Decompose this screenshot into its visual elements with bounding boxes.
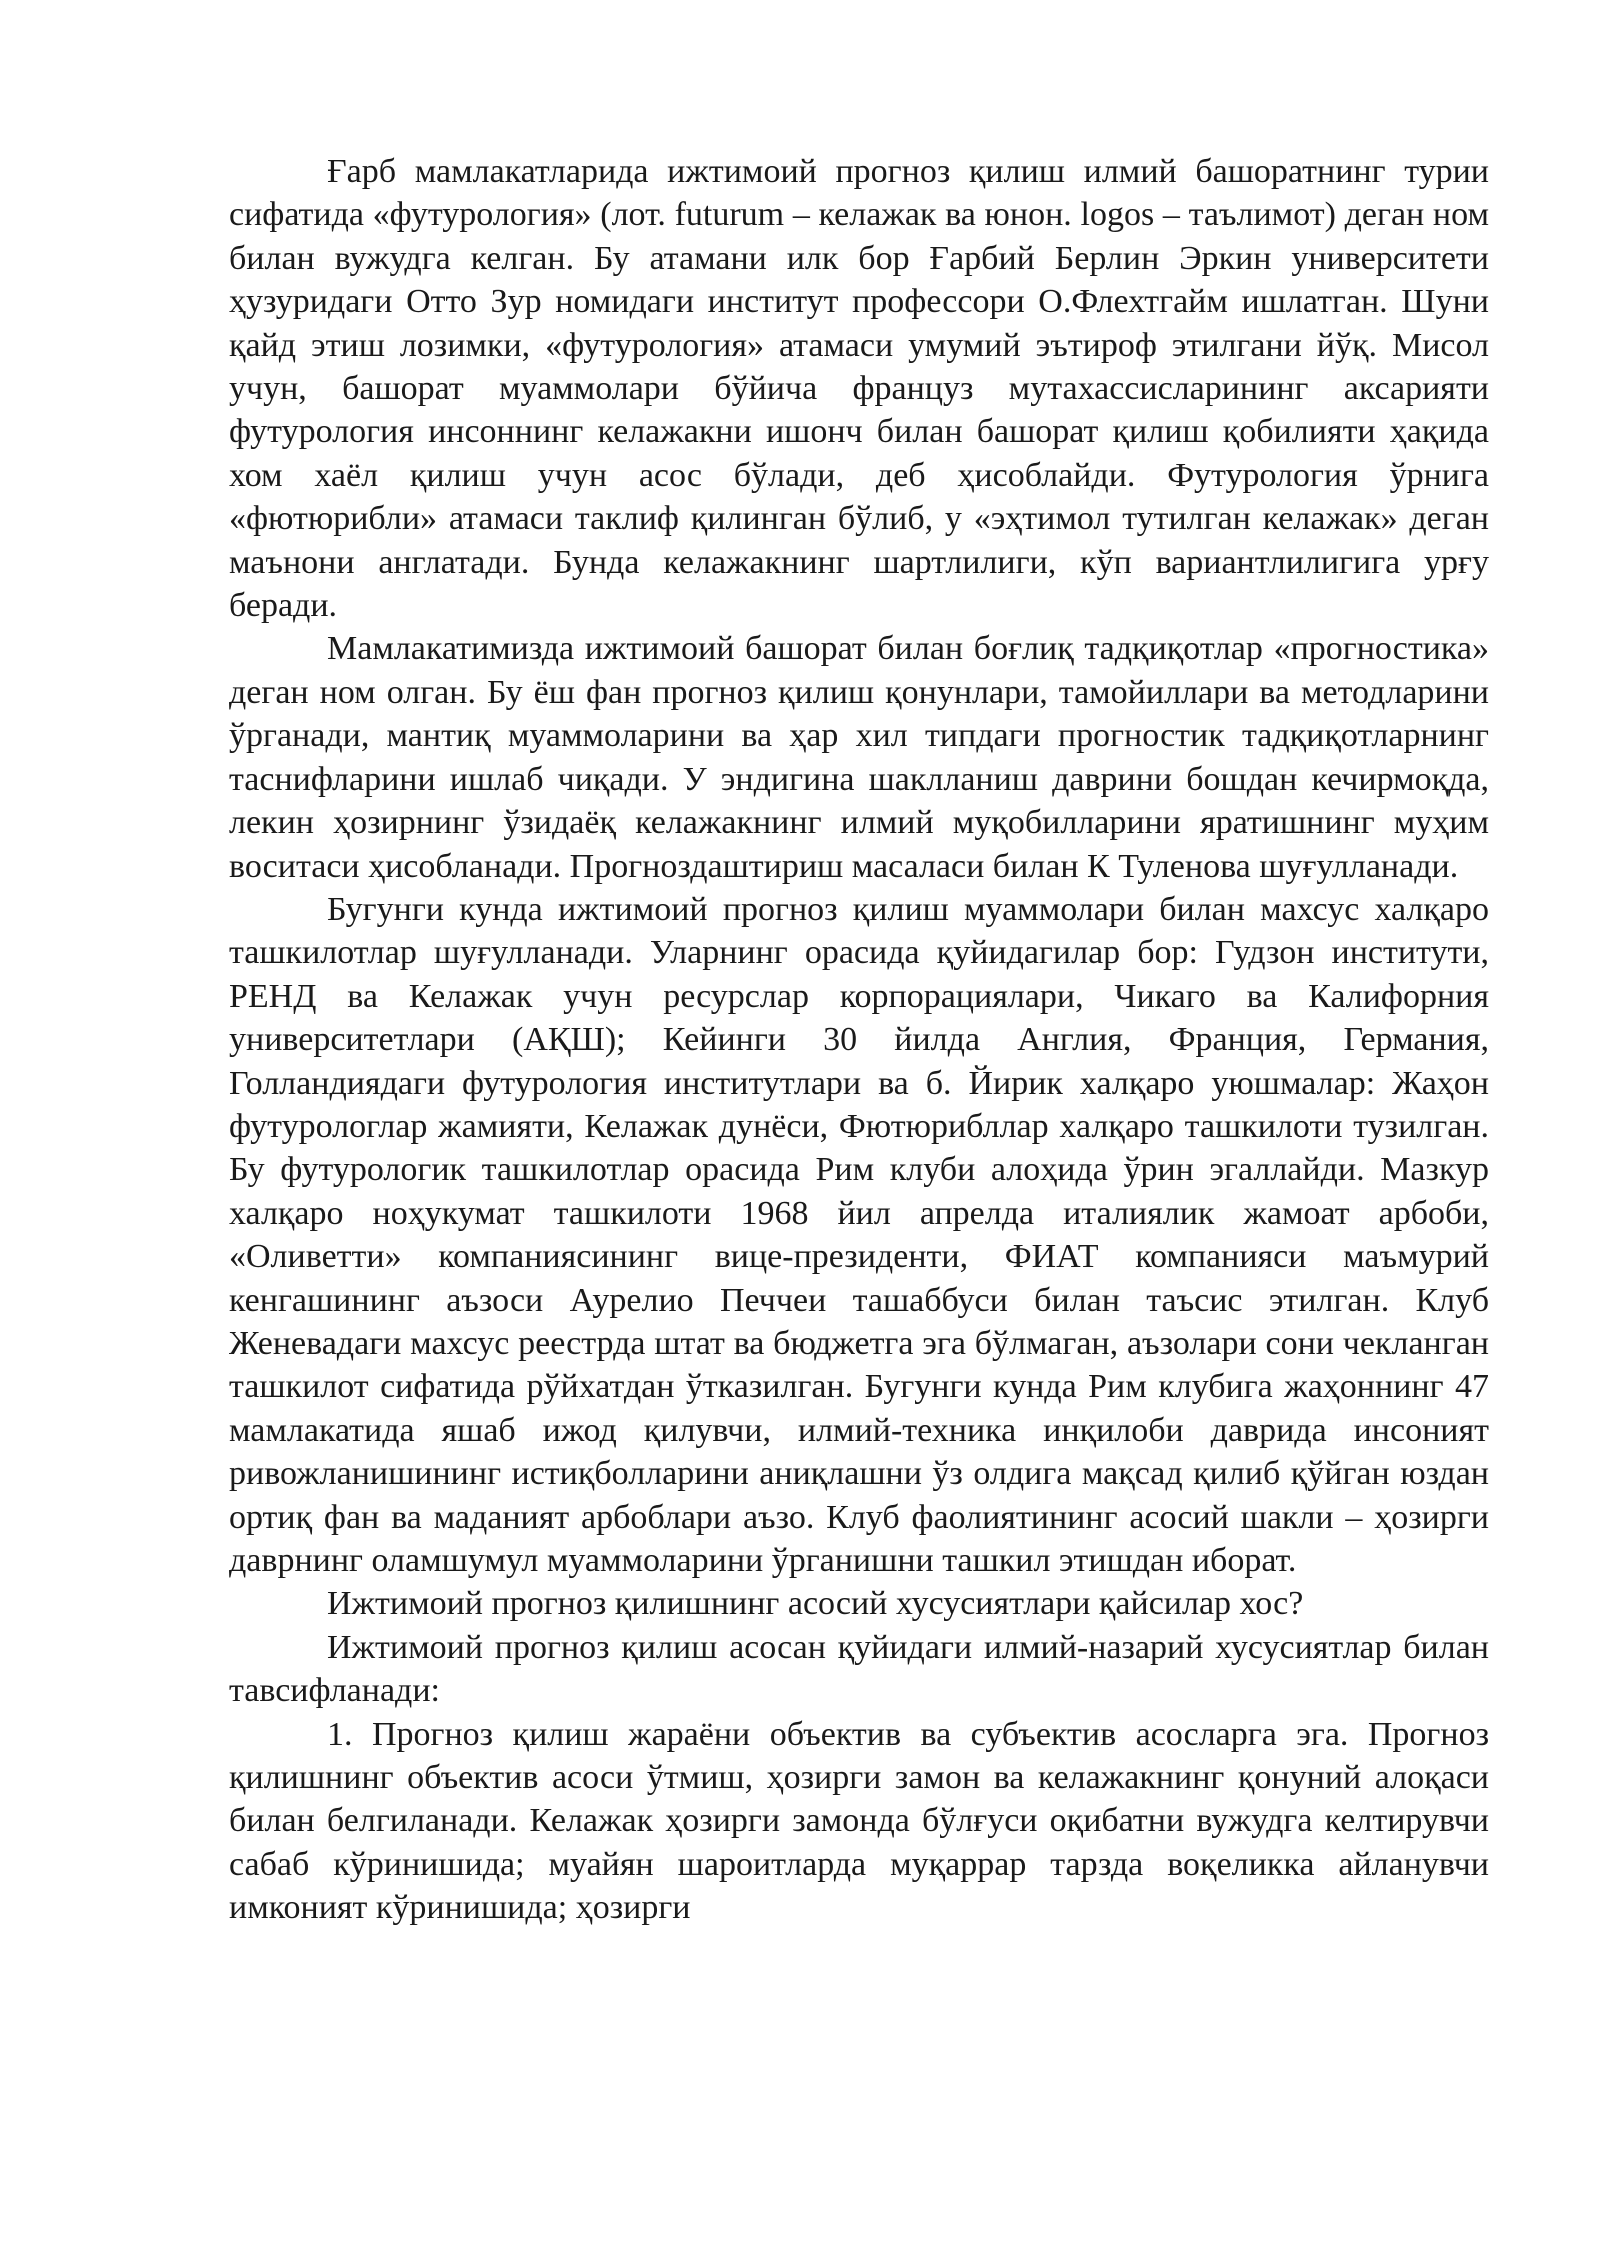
paragraph-prognostics: Мамлакатимизда ижтимоий башорат билан боғлиқ тадқиқотлар «прогностика» деган ном олган. Бу ёш фан прогноз қилиш қонунлари, тамойиллари ва методларини ўрганади, мантиқ муаммоларини ва ҳар хил типдаги прогностик тадқиқотларнинг таснифларини ишлаб чиқади. У эндигина шаклланиш даврини бошдан кечирмоқда, лекин ҳозирнинг ўзидаёқ келажакнинг илмий муқобилларини яратишнинг муҳим воситаси ҳисобланади. Прогноздаштириш масаласи билан К Туленова шуғулланади. [229, 630, 1489, 885]
paragraph-feature-1: 1. Прогноз қилиш жараёни объектив ва субъектив асосларга эга. Прогноз қилишнинг объектив асоси ўтмиш, ҳозирги замон ва келажакнинг қонуний алоқаси билан белгиланади. Келажак ҳозирги замонда бўлғуси оқибатни вужудга келтирувчи сабаб кўринишида; муайян шароитларда муқаррар тарзда воқеликка айланувчи имконият кўринишида; ҳозирги [229, 1715, 1489, 1927]
paragraph-question: Ижтимоий прогноз қилишнинг асосий хусусиятлари қайсилар хос? [327, 1585, 1304, 1623]
paragraph-futurology-origin: Ғарб мамлакатларида ижтимоий прогноз қилиш илмий башоратнинг турии сифатида «футурология» (лот. futurum – келажак ва юнон. logos – таълимот) деган ном билан вужудга келган. Бу атамани илк бор Ғарбий Берлин Эркин университети ҳузуридаги Отто Зур номидаги институт профессори О.Флехтгайм ишлатган. Шуни қайд этиш лозимки, «футурология» атамаси умумий эътироф этилгани йўқ. Мисол учун, башорат муаммолари бўйича француз мутахассисларининг аксарияти футурология инсоннинг келажакни ишонч билан башорат қилиш қобилияти ҳақида хом хаёл қилиш учун асос бўлади, деб ҳисоблайди. Футурология ўрнига «фютюрибли» атамаси таклиф қилинган бўлиб, у «эҳтимол тутилган келажак» деган маънони англатади. Бунда келажакнинг шартлилиги, кўп вариантлилигига урғу беради. [229, 153, 1489, 625]
paragraph-features-intro: Ижтимоий прогноз қилиш асосан қуйидаги илмий-назарий хусусиятлар билан тавсифланади: [229, 1628, 1489, 1710]
document-page [229, 150, 1489, 1930]
paragraph-international-organizations: Бугунги кунда ижтимоий прогноз қилиш муаммолари билан махсус халқаро ташкилотлар шуғулланади. Уларнинг орасида қуйидагилар бор: Гудзон институти, РЕНД ва Келажак учун ресурслар корпорациялари, Чикаго ва Калифорния университетлари (АҚШ); Кейинги 30 йилда Англия, Франция, Германия, Голландиядаги футурология институтлари ва б. Йирик халқаро уюшмалар: Жаҳон футурологлар жамияти, Келажак дунёси, Фютюрибллар халқаро ташкилоти тузилган. Бу футурологик ташкилотлар орасида Рим клуби алоҳида ўрин эгаллайди. Мазкур халқаро ноҳукумат ташкилоти 1968 йил апрелда италиялик жамоат арбоби, «Оливетти» компаниясининг вице-президенти, ФИАТ компанияси маъмурий кенгашининг аъзоси Аурелио Печчеи ташаббуси билан таъсис этилган. Клуб Женевадаги махсус реестрда штат ва бюджетга эга бўлмаган, аъзолари сони чекланган ташкилот сифатида рўйхатдан ўтказилган. Бугунги кунда Рим клубига жаҳоннинг 47 мамлакатида яшаб ижод қилувчи, илмий-техника инқилоби даврида инсоният ривожланишининг истиқболларини аниқлашни ўз олдига мақсад қилиб қўйган юздан ортиқ фан ва маданият арбоблари аъзо. Клуб фаолиятининг асосий шакли – ҳозирги даврнинг оламшумул муаммоларини ўрганишни ташкил этишдан иборат. [229, 890, 1489, 1579]
